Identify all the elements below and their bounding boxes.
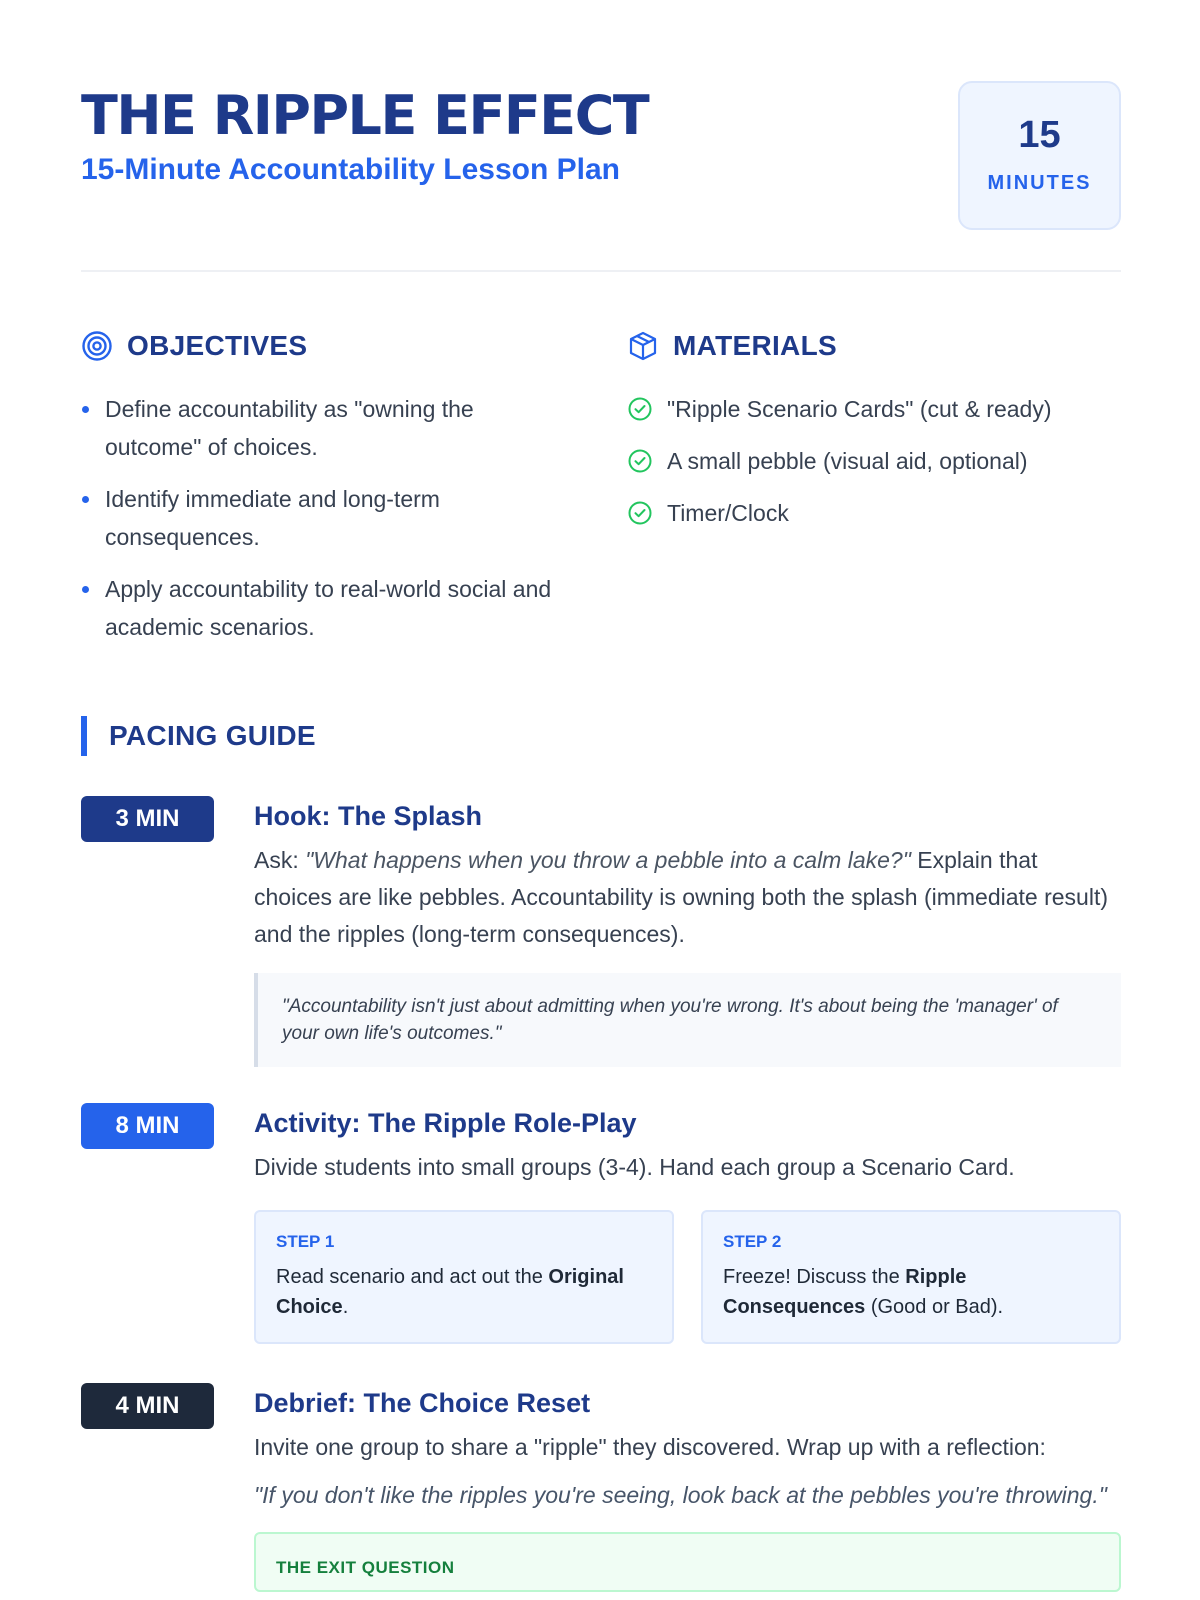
list-item — [81, 480, 561, 556]
material-text: A small pebble (visual aid, optional) — [667, 448, 1028, 474]
materials-heading — [627, 326, 1121, 366]
step-text — [723, 1262, 1099, 1322]
block-text: Invite one group to share a "ripple" they discovered. Wrap up with a reflection: — [254, 1434, 1046, 1460]
objectives-heading — [81, 326, 561, 366]
target-icon — [81, 330, 113, 362]
text-quote: "What happens when you throw a pebble into a calm lake?" — [305, 847, 911, 873]
exit-question-label: THE EXIT QUESTION — [276, 1558, 455, 1577]
callout-quote: "Accountability isn't just about admitting when you're wrong. It's about being the 'manager' of your own life's outcomes." — [254, 973, 1121, 1067]
objective-text: Apply accountability to real-world social and academic scenarios. — [105, 576, 552, 640]
step-text-bold: Original Choice — [276, 1266, 624, 1318]
bullet-icon — [82, 406, 89, 413]
block-title: Hook: The Splash — [254, 801, 483, 831]
package-icon — [627, 330, 659, 362]
block-title: Debrief: The Choice Reset — [254, 1388, 591, 1418]
block-content — [254, 796, 1121, 1067]
objective-text: Identify immediate and long-term consequences. — [105, 486, 440, 550]
block-text — [254, 842, 1121, 953]
step-text-before: Read scenario and act out the — [276, 1266, 549, 1288]
duration-value: 15 — [1018, 114, 1061, 156]
duration-box — [958, 81, 1121, 230]
check-circle-icon — [627, 396, 653, 422]
check-circle-icon — [627, 448, 653, 474]
pacing-guide-heading — [81, 716, 316, 756]
bullet-icon — [82, 586, 89, 593]
step-label: STEP 1 — [276, 1232, 335, 1251]
lesson-plan-page — [81, 0, 1121, 1577]
block-content — [254, 1383, 1121, 1592]
block-text: Divide students into small groups (3-4). Hand each group a Scenario Card. — [254, 1154, 1015, 1180]
step-text-after: (Good or Bad). — [865, 1296, 1004, 1318]
text-prefix: Ask: — [254, 847, 306, 873]
materials-list — [627, 390, 1121, 532]
steps-row — [254, 1210, 1121, 1344]
pacing-guide-title: PACING GUIDE — [109, 720, 316, 751]
objectives-materials — [81, 326, 1121, 656]
page-subtitle: 15-Minute Accountability Lesson Plan — [81, 153, 620, 186]
block-title: Activity: The Ripple Role-Play — [254, 1108, 637, 1138]
materials-section — [627, 326, 1121, 546]
material-text: "Ripple Scenario Cards" (cut & ready) — [667, 396, 1052, 422]
page-title: THE RIPPLE EFFECT — [81, 84, 649, 147]
block-content — [254, 1103, 1121, 1344]
material-text: Timer/Clock — [667, 500, 789, 526]
step-text-after: . — [342, 1296, 349, 1318]
duration-unit: MINUTES — [987, 172, 1092, 194]
list-item — [627, 494, 1121, 532]
objective-text: Define accountability as "owning the outcome" of choices. — [105, 396, 474, 460]
step-label: STEP 2 — [723, 1232, 782, 1251]
step-text-bold: Ripple Consequences — [723, 1266, 967, 1318]
list-item — [81, 570, 561, 646]
objectives-section — [81, 326, 561, 660]
objectives-title: OBJECTIVES — [127, 330, 308, 361]
materials-title: MATERIALS — [673, 330, 837, 361]
exit-question-box — [254, 1532, 1121, 1592]
duration-badge: 3 MIN — [81, 796, 214, 842]
duration-badge: 4 MIN — [81, 1383, 214, 1429]
reflection-quote: "If you don't like the ripples you're seeing, look back at the pebbles you're throwing." — [254, 1482, 1107, 1508]
text-suffix: Explain that choices are like pebbles. Accountability is owning both the splash (immediate result) and the ripples (long-term consequences). — [254, 847, 1108, 947]
list-item — [627, 442, 1121, 480]
objectives-list — [81, 390, 561, 646]
step-text — [276, 1262, 652, 1322]
list-item — [627, 390, 1121, 428]
duration-badge: 8 MIN — [81, 1103, 214, 1149]
step-card-1 — [254, 1210, 674, 1344]
step-text-before: Freeze! Discuss the — [723, 1266, 906, 1288]
header — [81, 0, 1121, 272]
list-item — [81, 390, 561, 466]
check-circle-icon — [627, 500, 653, 526]
bullet-icon — [82, 496, 89, 503]
step-card-2 — [701, 1210, 1121, 1344]
